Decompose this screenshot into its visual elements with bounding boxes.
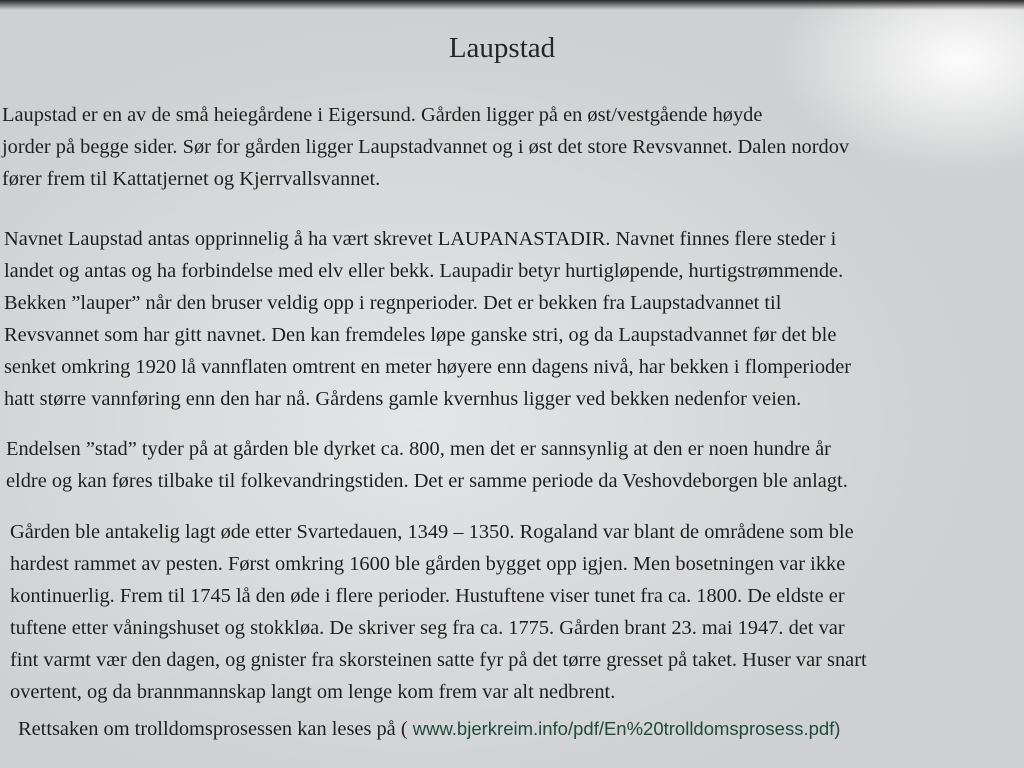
footer-text: Rettsaken om trolldomsprosessen kan leses på ( bbox=[18, 718, 408, 740]
text-line: jorder på begge sider. Sør for gården ligger Laupstadvannet og i øst det store Revsvannet. Dalen nordov bbox=[2, 136, 850, 158]
frame-edge bbox=[0, 0, 1024, 10]
page-title: Laupstad bbox=[448, 32, 556, 64]
text-line: tuftene etter våningshuset og stokkløa. De skriver seg fra ca. 1775. Gården brant 23. mai 1947. det var bbox=[10, 617, 845, 639]
footer-note bbox=[18, 713, 840, 745]
text-line: landet og antas og ha forbindelse med elv eller bekk. Laupadir betyr hurtigløpende, hurtigstrømmende. bbox=[4, 260, 844, 282]
text-line: senket omkring 1920 lå vannflaten omtrent en meter høyere enn dagens nivå, har bekken i flomperioder bbox=[4, 356, 852, 378]
text-line: Gården ble antakelig lagt øde etter Svartedauen, 1349 – 1350. Rogaland var blant de områdene som ble bbox=[10, 521, 854, 543]
source-link[interactable]: www.bjerkreim.info/pdf/En%20trolldomsprosess.pdf) bbox=[412, 718, 841, 739]
text-line: kontinuerlig. Frem til 1745 lå den øde i flere perioder. Hustuftene viser tunet fra ca. 1800. De eldste er bbox=[10, 585, 845, 607]
text-line: hardest rammet av pesten. Først omkring 1600 ble gården bygget opp igjen. Men bosetningen var ikke bbox=[10, 553, 846, 575]
paragraph-4 bbox=[10, 516, 867, 708]
paragraph-1 bbox=[2, 99, 849, 195]
text-line: overtent, og da brannmannskap langt om lenge kom frem var alt nedbrent. bbox=[10, 681, 616, 703]
text-line: fint varmt vær den dagen, og gnister fra skorsteinen satte fyr på det tørre gresset på taket. Huser var snart bbox=[10, 649, 867, 671]
paragraph-2 bbox=[4, 223, 851, 415]
text-line: Revsvannet som har gitt navnet. Den kan fremdeles løpe ganske stri, og da Laupstadvannet før det ble bbox=[4, 324, 837, 346]
text-line: Endelsen ”stad” tyder på at gården ble dyrket ca. 800, men det er sannsynlig at den er noen hundre år bbox=[6, 438, 831, 460]
text-line: Laupstad er en av de små heiegårdene i Eigersund. Gården ligger på en øst/vestgående høyde bbox=[2, 104, 763, 126]
text-line: hatt større vannføring enn den har nå. Gårdens gamle kvernhus ligger ved bekken nedenfor veien. bbox=[4, 388, 802, 410]
text-line: eldre og kan føres tilbake til folkevandringstiden. Det er samme periode da Veshovdeborgen ble anlagt. bbox=[6, 470, 848, 492]
paragraph-3 bbox=[6, 433, 848, 497]
text-line: Bekken ”lauper” når den bruser veldig opp i regnperioder. Det er bekken fra Laupstadvannet til bbox=[4, 292, 782, 314]
text-line: fører frem til Kattatjernet og Kjerrvallsvannet. bbox=[2, 168, 381, 190]
text-line: Navnet Laupstad antas opprinnelig å ha vært skrevet LAUPANASTADIR. Navnet finnes flere steder i bbox=[4, 228, 837, 250]
